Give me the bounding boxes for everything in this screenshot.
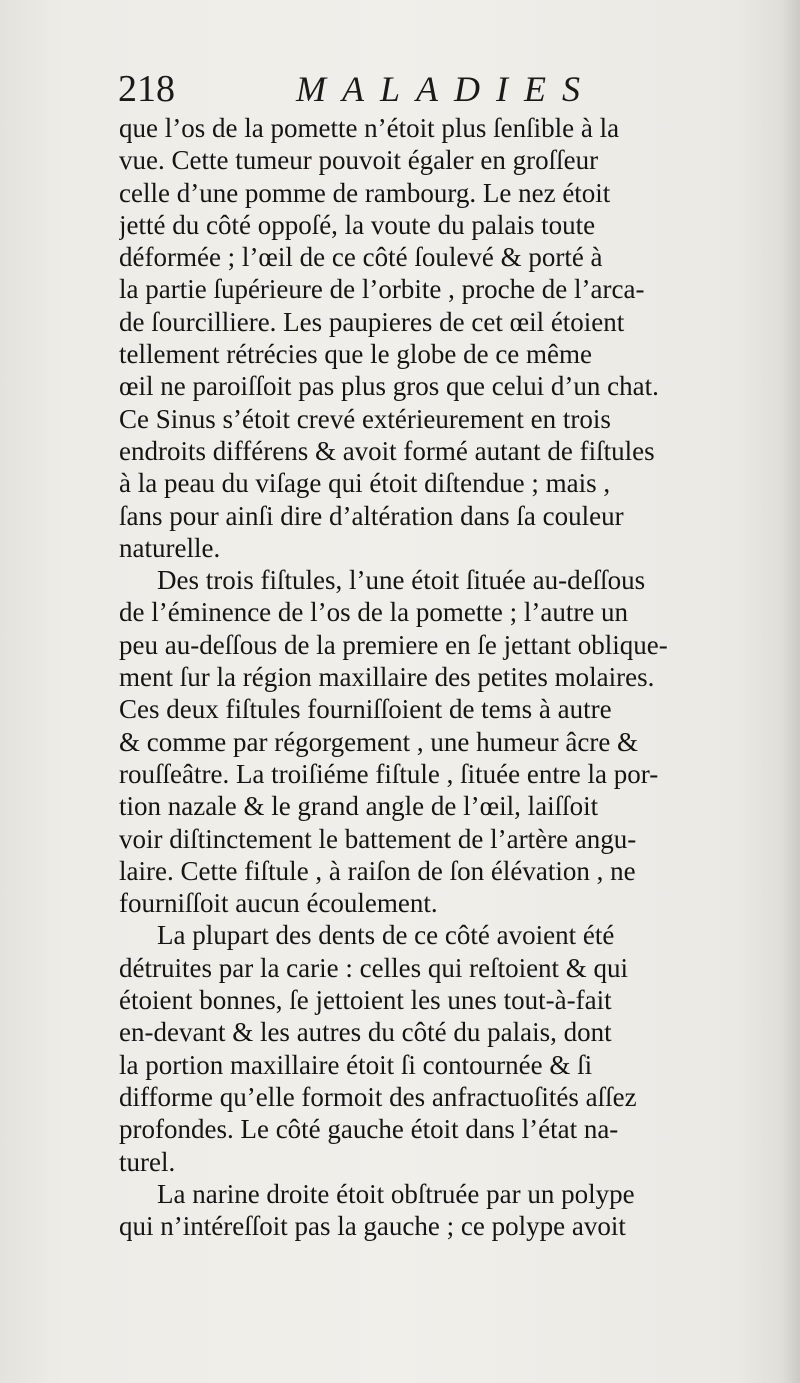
text-line: laire. Cette fiſtule , à raiſon de ſon élévation , ne xyxy=(119,855,636,886)
body-text xyxy=(119,112,759,1242)
text-line: à la peau du viſage qui étoit diſtendue ; mais , xyxy=(119,468,611,499)
text-line: étoient bonnes, ſe jettoient les unes tout-à-fait xyxy=(119,985,612,1016)
text-line: naturelle. xyxy=(119,532,221,563)
paragraph-start-line: La plupart des dents de ce côté avoient été xyxy=(157,920,615,951)
text-line: peu au-deſſous de la premiere en ſe jettant oblique- xyxy=(119,629,668,660)
text-line: tion nazale & le grand angle de l’œil, laiſſoit xyxy=(119,791,599,822)
running-title: MALADIES xyxy=(296,69,596,109)
text-line: jetté du côté oppoſé, la voute du palais toute xyxy=(119,209,596,240)
text-line: ſans pour ainſi dire d’altération dans ſa couleur xyxy=(119,500,624,531)
text-line: la portion maxillaire étoit ſi contournée & ſi xyxy=(119,1049,593,1080)
text-line: turel. xyxy=(119,1146,176,1177)
text-line: endroits différens & avoit formé autant de fiſtules xyxy=(119,435,655,466)
text-line: fourniſſoit aucun écoulement. xyxy=(119,888,438,919)
text-line: profondes. Le côté gauche étoit dans l’état na- xyxy=(119,1114,619,1145)
text-line: Ces deux fiſtules fourniſſoient de tems à autre xyxy=(119,694,612,725)
text-line: rouſſeâtre. La troiſiéme fiſtule , ſituée entre la por- xyxy=(119,758,659,789)
text-line: vue. Cette tumeur pouvoit égaler en groſſeur xyxy=(119,145,599,176)
text-line: que l’os de la pomette n’étoit plus ſenſible à la xyxy=(119,113,620,143)
paragraph-start-line: Des trois fiſtules, l’une étoit ſituée au-deſſous xyxy=(157,565,646,596)
running-head xyxy=(118,66,768,112)
text-line: & comme par régorgement , une humeur âcre & xyxy=(119,726,639,757)
page-number: 218 xyxy=(118,68,175,110)
text-line: en-devant & les autres du côté du palais, dont xyxy=(119,1017,612,1048)
paragraph-start-line: La narine droite étoit obſtruée par un polype xyxy=(157,1178,635,1209)
text-line: déformée ; l’œil de ce côté ſoulevé & porté à xyxy=(119,242,603,273)
text-line: œil ne paroiſſoit pas plus gros que celui d’un chat. xyxy=(119,371,659,402)
text-line: de l’éminence de l’os de la pomette ; l’autre un xyxy=(119,597,629,628)
text-line: ment ſur la région maxillaire des petites molaires. xyxy=(119,662,655,693)
text-line: Ce Sinus s’étoit crevé extérieurement en trois xyxy=(119,403,611,434)
text-line: difforme qu’elle formoit des anfractuoſités aſſez xyxy=(119,1081,637,1112)
text-line: qui n’intéreſſoit pas la gauche ; ce polype avoit xyxy=(119,1211,626,1242)
text-line: de ſourcilliere. Les paupieres de cet œil étoient xyxy=(119,306,625,337)
text-line: celle d’une pomme de rambourg. Le nez étoit xyxy=(119,177,611,208)
text-line: détruites par la carie : celles qui reſtoient & qui xyxy=(119,952,629,983)
text-line: voir diſtinctement le battement de l’artère angu- xyxy=(119,823,637,854)
text-line: tellement rétrécies que le globe de ce même xyxy=(119,339,593,370)
page-gutter-shadow xyxy=(782,0,800,1383)
text-line: la partie ſupérieure de l’orbite , proche de l’arca- xyxy=(119,274,645,305)
